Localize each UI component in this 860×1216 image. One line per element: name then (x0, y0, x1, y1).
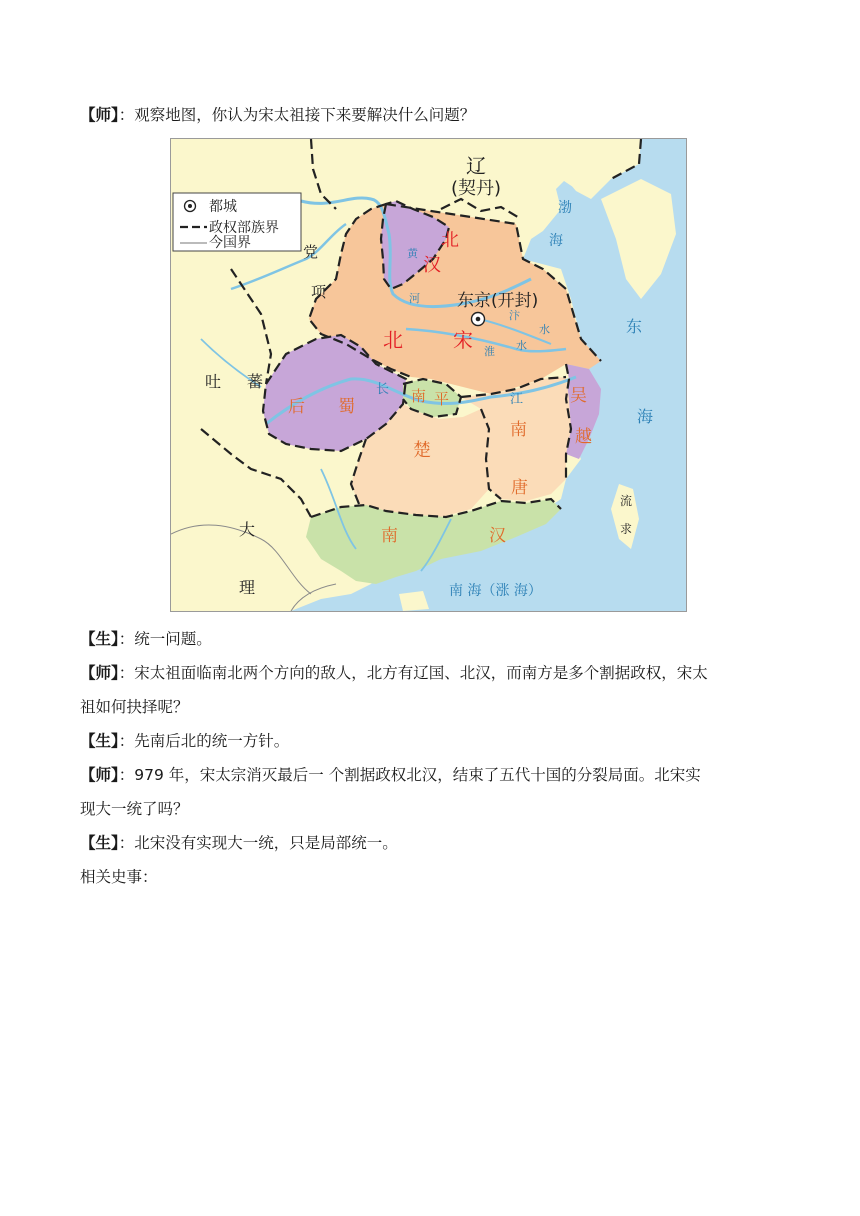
label-huai-river-2: 水 (516, 339, 527, 352)
label-later-shu-1: 后 (288, 397, 305, 417)
label-khitan: (契丹) (450, 178, 502, 199)
label-liuqiu-1: 流 (620, 494, 633, 508)
label-capital: 东京(开封) (457, 291, 539, 311)
dialogue-text: ：北宋没有实现大一统，只是局部统一。 (118, 834, 398, 852)
legend-boundary: 政权部族界 (209, 220, 279, 236)
dialogue-q1 (80, 104, 475, 126)
related-events-heading: 相关史事： (80, 868, 158, 886)
label-later-shu-2: 蜀 (338, 397, 355, 417)
label-yangtze-2: 江 (510, 392, 524, 407)
label-southern-han-2: 汉 (489, 526, 506, 546)
label-nanping-2: 平 (434, 390, 450, 408)
label-bian-river-2: 水 (539, 323, 550, 336)
speaker-tag: 【师】 (80, 106, 119, 124)
label-dangxiang-1: 党 (303, 243, 319, 261)
dialogue-a2 (80, 730, 289, 752)
dialogue-q2-cont: 祖如何抉择呢？ (80, 698, 189, 716)
label-south-sea: 南 海（涨 海） (449, 583, 542, 599)
label-southern-han-1: 南 (381, 526, 398, 546)
capital-marker-icon (472, 313, 485, 326)
label-dali-1: 大 (239, 520, 256, 539)
song-dynasty-map (170, 138, 687, 612)
speaker-tag: 【生】 (80, 732, 119, 750)
label-bohai-1: 渤 (558, 200, 572, 216)
label-east-sea-2: 海 (637, 407, 654, 426)
label-chu: 楚 (413, 440, 431, 461)
label-bian-river-1: 汴 (509, 309, 520, 322)
dialogue-a3 (80, 832, 398, 854)
label-northern-han-2: 汉 (423, 255, 441, 276)
label-dangxiang-2: 项 (311, 283, 327, 301)
dialogue-text: ：观察地图，你认为宋太祖接下来要解决什么问题？ (118, 106, 476, 124)
dialogue-text: ：先南后北的统一方针。 (118, 732, 290, 750)
speaker-tag: 【师】 (80, 766, 119, 784)
speaker-tag: 【生】 (80, 834, 119, 852)
label-tubo-2: 蕃 (247, 372, 264, 391)
dialogue-q3-cont: 现大一统了吗？ (80, 800, 189, 818)
dialogue-q2 (80, 662, 708, 684)
label-liao: 辽 (466, 154, 486, 178)
dialogue-text: ：979 年，宋太宗消灭最后一 个割据政权北汉，结束了五代十国的分裂局面。北宋实 (118, 766, 701, 784)
label-yellow-river-2: 河 (409, 292, 420, 305)
legend-capital: 都城 (209, 199, 237, 215)
label-southern-tang-2: 唐 (511, 478, 528, 498)
label-wuyue-1: 吴 (570, 386, 587, 406)
label-yangtze-1: 长 (376, 382, 390, 397)
label-northern-song-2: 宋 (453, 328, 473, 352)
dialogue-text: ：统一问题。 (118, 630, 212, 648)
label-liuqiu-2: 求 (620, 522, 633, 536)
label-wuyue-2: 越 (575, 427, 592, 447)
dialogue-text: ：宋太祖面临南北两个方向的敌人，北方有辽国、北汉，而南方是多个割据政权，宋太 (118, 664, 708, 682)
legend-modern-border: 今国界 (209, 235, 251, 251)
speaker-tag: 【师】 (80, 664, 119, 682)
label-nanping-1: 南 (411, 387, 427, 405)
map-legend (173, 193, 301, 251)
label-dali-2: 理 (239, 578, 256, 597)
dialogue-a1 (80, 628, 212, 650)
label-northern-han-1: 北 (441, 230, 459, 251)
label-huai-river-1: 淮 (484, 345, 495, 358)
label-bohai-2: 海 (549, 233, 563, 249)
label-southern-tang-1: 南 (510, 420, 527, 440)
speaker-tag: 【生】 (80, 630, 119, 648)
label-east-sea-1: 东 (626, 317, 643, 336)
label-yellow-river-1: 黄 (407, 247, 418, 260)
label-northern-song-1: 北 (383, 328, 403, 352)
label-tubo-1: 吐 (205, 372, 222, 391)
dialogue-q3 (80, 764, 701, 786)
